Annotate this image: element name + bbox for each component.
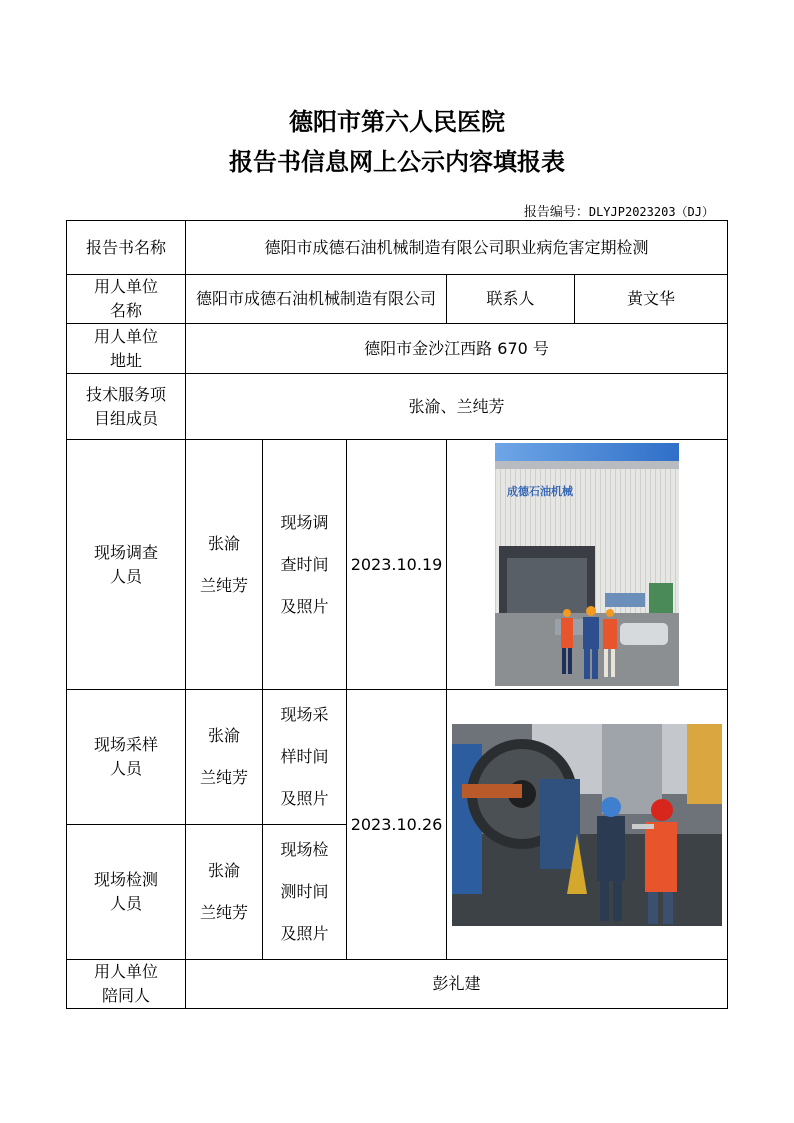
- survey-staff-label: [67, 440, 186, 690]
- employer-address-label: [67, 324, 186, 374]
- survey-date: 2023.10.19: [347, 440, 447, 690]
- survey-staff-label-line2: 人员: [109, 566, 142, 586]
- testing-time-label: [263, 825, 347, 960]
- survey-time-label-line1: 现场调: [280, 512, 329, 532]
- accompany-label-line1: 用人单位: [93, 962, 158, 981]
- table-row-team: [67, 374, 728, 440]
- report-number-value: DLYJP2023203（DJ）: [588, 205, 714, 219]
- contact-label: 联系人: [447, 275, 575, 324]
- team-value: 张渝、兰纯芳: [186, 374, 728, 440]
- sampling-staff-label: [67, 690, 186, 825]
- accompany-value: 彭礼建: [186, 960, 728, 1009]
- accompany-label: [67, 960, 186, 1009]
- sampling-person-1: 张渝: [207, 726, 240, 745]
- form-title: 报告书信息网上公示内容填报表: [229, 148, 565, 176]
- table-row-report-name: [67, 221, 728, 275]
- testing-person-1: 张渝: [207, 861, 240, 880]
- employer-address-value: 德阳市金沙江西路 670 号: [186, 324, 728, 374]
- testing-staff-label: [67, 825, 186, 960]
- table-row-accompany: [67, 960, 728, 1009]
- employer-address-label-line1: 用人单位: [93, 326, 158, 346]
- team-label: [67, 374, 186, 440]
- employer-name-label-line2: 名称: [109, 301, 142, 320]
- table-row-survey: [67, 440, 728, 690]
- contact-value: 黄文华: [575, 275, 728, 324]
- table-row-employer-name: [67, 275, 728, 324]
- sampling-time-label-line1: 现场采: [280, 705, 329, 724]
- table-row-employer-address: [67, 324, 728, 374]
- survey-time-label-line3: 及照片: [280, 596, 329, 616]
- sampling-staff-label-line1: 现场采样: [93, 735, 158, 754]
- sampling-time-label-line2: 样时间: [280, 747, 329, 766]
- team-label-line1: 技术服务项: [85, 384, 166, 404]
- accompany-label-line2: 陪同人: [101, 986, 150, 1005]
- hospital-title: 德阳市第六人民医院: [289, 108, 505, 136]
- survey-persons: [186, 440, 263, 690]
- info-table: [66, 220, 728, 1009]
- sampling-time-label-line3: 及照片: [280, 789, 329, 808]
- testing-time-label-line3: 及照片: [280, 924, 329, 943]
- team-label-line2: 目组成员: [93, 408, 158, 428]
- sampling-photo: [452, 724, 722, 926]
- sampling-photo-cell: [447, 690, 728, 960]
- employer-name-value: 德阳市成德石油机械制造有限公司: [186, 275, 447, 324]
- survey-photo-cell: [447, 440, 728, 690]
- report-number: [524, 201, 714, 220]
- survey-time-label-line2: 查时间: [280, 554, 329, 574]
- report-name-value: 德阳市成德石油机械制造有限公司职业病危害定期检测: [186, 221, 728, 275]
- sampling-staff-label-line2: 人员: [109, 759, 142, 778]
- survey-person-1: 张渝: [207, 533, 240, 553]
- table-row-sampling: [67, 690, 728, 825]
- report-name-label: 报告书名称: [67, 221, 186, 275]
- sampling-testing-date: 2023.10.26: [347, 690, 447, 960]
- testing-staff-label-line1: 现场检测: [93, 870, 158, 889]
- survey-person-2: 兰纯芳: [199, 575, 248, 595]
- testing-persons: [186, 825, 263, 960]
- survey-time-label: [263, 440, 347, 690]
- factory-sign-text: 成德石油机械: [507, 485, 574, 498]
- employer-name-label: [67, 275, 186, 324]
- sampling-time-label: [263, 690, 347, 825]
- testing-person-2: 兰纯芳: [199, 903, 248, 922]
- testing-time-label-line2: 测时间: [280, 882, 329, 901]
- survey-photo: [495, 443, 679, 686]
- employer-address-label-line2: 地址: [109, 350, 142, 370]
- employer-name-label-line1: 用人单位: [93, 277, 158, 296]
- report-number-label: 报告编号：: [523, 205, 589, 220]
- survey-staff-label-line1: 现场调查: [93, 542, 158, 562]
- sampling-persons: [186, 690, 263, 825]
- testing-time-label-line1: 现场检: [280, 840, 329, 859]
- testing-staff-label-line2: 人员: [109, 894, 142, 913]
- sampling-person-2: 兰纯芳: [199, 768, 248, 787]
